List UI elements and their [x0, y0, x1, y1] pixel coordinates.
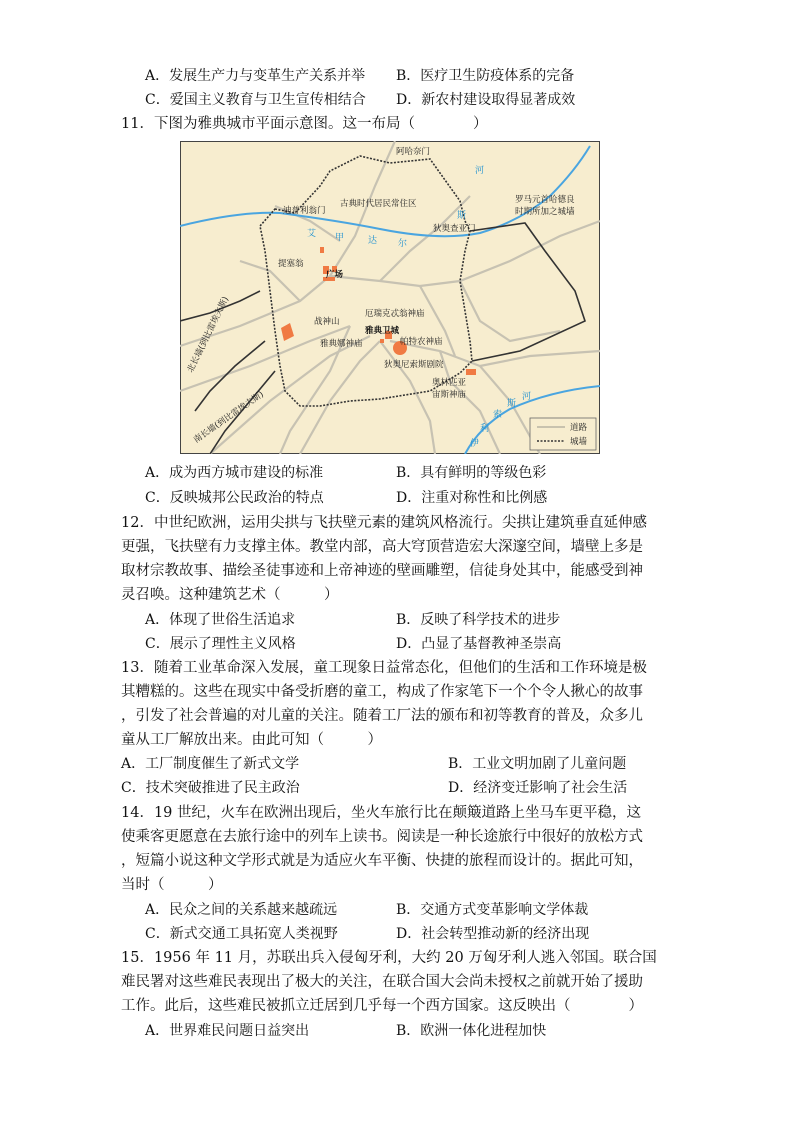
- q12-stem-line-3: 取材宗教故事、描绘圣徒事迹和上帝神迹的壁画雕塑，信徒身处其中，能感受到神: [121, 563, 643, 579]
- q13-stem-line-4: 童从工厂解放出来。由此可知（ ）: [121, 732, 382, 748]
- north-long-wall-label: 北长墙(到比雷埃夫斯): [185, 295, 232, 375]
- q12-option-a: A．体现了世俗生活追求: [145, 612, 296, 628]
- ilissos-char-3: 索: [493, 410, 503, 420]
- q12-option-d: D．凸显了基督教神圣崇高: [396, 636, 562, 652]
- legend-road-label: 道路: [570, 423, 588, 433]
- acropolis-label: 雅典卫城: [365, 326, 400, 336]
- q15-stem-line-2: 难民署对这些难民表现出了极大的关注，在联合国大会尚未授权之前就开始了援助: [121, 974, 643, 990]
- q11-stem: 11．下图为雅典城市平面示意图。这一布局（ ）: [121, 116, 488, 132]
- residential-label: 古典时代居民常住区: [340, 199, 417, 209]
- q10-option-c: C．爱国主义教育与卫生宣传相结合: [145, 92, 366, 108]
- south-long-wall-label: 南长墙(到比雷埃夫斯): [191, 389, 266, 446]
- q14-stem-line-4: 当时（ ）: [121, 877, 223, 893]
- q14-option-c: C．新式交通工具拓宽人类视野: [145, 926, 338, 942]
- q11-option-d: D．注重对称性和比例感: [396, 490, 548, 506]
- q12-option-c: C．展示了理性主义风格: [145, 636, 296, 652]
- roman-wall-label-2: 时期所加之城墙: [515, 207, 575, 217]
- ilissos-char-4: 斯: [507, 399, 517, 409]
- q10-option-d: D．新农村建设取得显著成效: [396, 92, 576, 108]
- ilissos-char-2: 利: [480, 424, 490, 434]
- q13-stem-line-3: ，引发了社会普遍的对儿童的关注。随着工厂法的颁布和初等教育的普及，众多儿: [121, 708, 643, 724]
- gate-west-label: 迪普利翁门: [283, 206, 326, 216]
- hephaisteion-label: 提塞翁: [278, 259, 304, 269]
- q14-option-a: A．民众之间的关系越来越疏远: [145, 902, 338, 918]
- eridanos-char-3: 达: [368, 236, 378, 246]
- q12-stem-line-1: 12．中世纪欧洲，运用尖拱与飞扶壁元素的建筑风格流行。尖拱让建筑垂直延伸感: [121, 515, 647, 531]
- roman-wall-label-1: 罗马元首哈德良: [515, 195, 575, 205]
- agora-label: 广场: [326, 270, 344, 280]
- areopagus-label: 战神山: [314, 317, 340, 327]
- q14-option-d: D．社会转型推动新的经济出现: [396, 926, 590, 942]
- dionysus-theater-label: 狄奥尼索斯剧院: [384, 360, 444, 370]
- parthenon-label: 帕特农神庙: [400, 337, 443, 347]
- river-east-char-2: 斯: [457, 211, 467, 221]
- gate-north-label: 阿哈奈门: [396, 147, 431, 157]
- map-legend: [530, 418, 596, 450]
- q11-option-b: B．具有鲜明的等级色彩: [396, 465, 547, 481]
- gate-east-label: 狄奥查亚门: [433, 224, 476, 234]
- q11-option-c: C．反映城邦公民政治的特点: [145, 490, 324, 506]
- olympieion-label-2: 宙斯神庙: [432, 390, 467, 400]
- q15-option-b: B．欧洲一体化进程加快: [396, 1023, 547, 1039]
- eridanos-char-4: 尔: [398, 239, 408, 249]
- q10-option-a: A．发展生产力与变革生产关系并举: [145, 68, 366, 84]
- q14-option-b: B．交通方式变革影响文学体裁: [396, 902, 589, 918]
- river-east-char-1: 河: [475, 166, 485, 176]
- q13-option-a: A．工厂制度催生了新式文学: [121, 756, 300, 772]
- olympieion-label-1: 奥林匹亚: [432, 378, 467, 388]
- eridanos-char-1: 艾: [307, 229, 317, 239]
- athens-city-map: [180, 141, 600, 454]
- q13-stem-line-2: 其糟糕的。这些在现实中备受折磨的童工，构成了作家笔下一个个令人揪心的故事: [121, 684, 643, 700]
- q10-option-b: B．医疗卫生防疫体系的完备: [396, 68, 575, 84]
- q13-option-d: D．经济变迁影响了社会生活: [448, 780, 628, 796]
- ilissos-char-1: 伊: [470, 439, 480, 449]
- q11-option-a: A．成为西方城市建设的标准: [145, 465, 324, 481]
- q14-stem-line-2: 使乘客更愿意在去旅行途中的列车上读书。阅读是一种长途旅行中很好的放松方式: [121, 829, 643, 845]
- q15-stem-line-1: 15．1956 年 11 月，苏联出兵入侵匈牙利，大约 20 万匈牙利人逃入邻国。联合国: [121, 950, 657, 966]
- q12-option-b: B．反映了科学技术的进步: [396, 612, 561, 628]
- q12-stem-line-4: 灵召唤。这种建筑艺术（ ）: [121, 587, 339, 603]
- q14-stem-line-3: ，短篇小说这种文学形式就是为适应火车平衡、快捷的旅程而设计的。据此可知，: [121, 853, 643, 869]
- q13-option-c: C．技术突破推进了民主政治: [121, 780, 300, 796]
- ilissos-char-5: 河: [522, 392, 532, 402]
- erechtheion-label: 厄瑞克忒翁神庙: [365, 309, 425, 319]
- q13-stem-line-1: 13．随着工业革命深入发展，童工现象日益常态化，但他们的生活和工作环境是极: [121, 660, 647, 676]
- athena-temple-label: 雅典娜神庙: [320, 339, 363, 349]
- legend-wall-label: 城墙: [570, 437, 588, 447]
- q15-stem-line-3: 工作。此后，这些难民被抓立迁居到几乎每一个西方国家。这反映出（ ）: [121, 998, 643, 1014]
- q15-option-a: A．世界难民问题日益突出: [145, 1023, 310, 1039]
- eridanos-char-2: 甲: [335, 233, 345, 243]
- q13-option-b: B．工业文明加剧了儿童问题: [448, 756, 627, 772]
- q14-stem-line-1: 14．19 世纪，火车在欧洲出现后，坐火车旅行比在颠簸道路上坐马车更平稳，这: [121, 805, 642, 821]
- q12-stem-line-2: 更强，飞扶壁有力支撑主体。教堂内部，高大穹顶营造宏大深邃空间，墙壁上多是: [121, 539, 643, 555]
